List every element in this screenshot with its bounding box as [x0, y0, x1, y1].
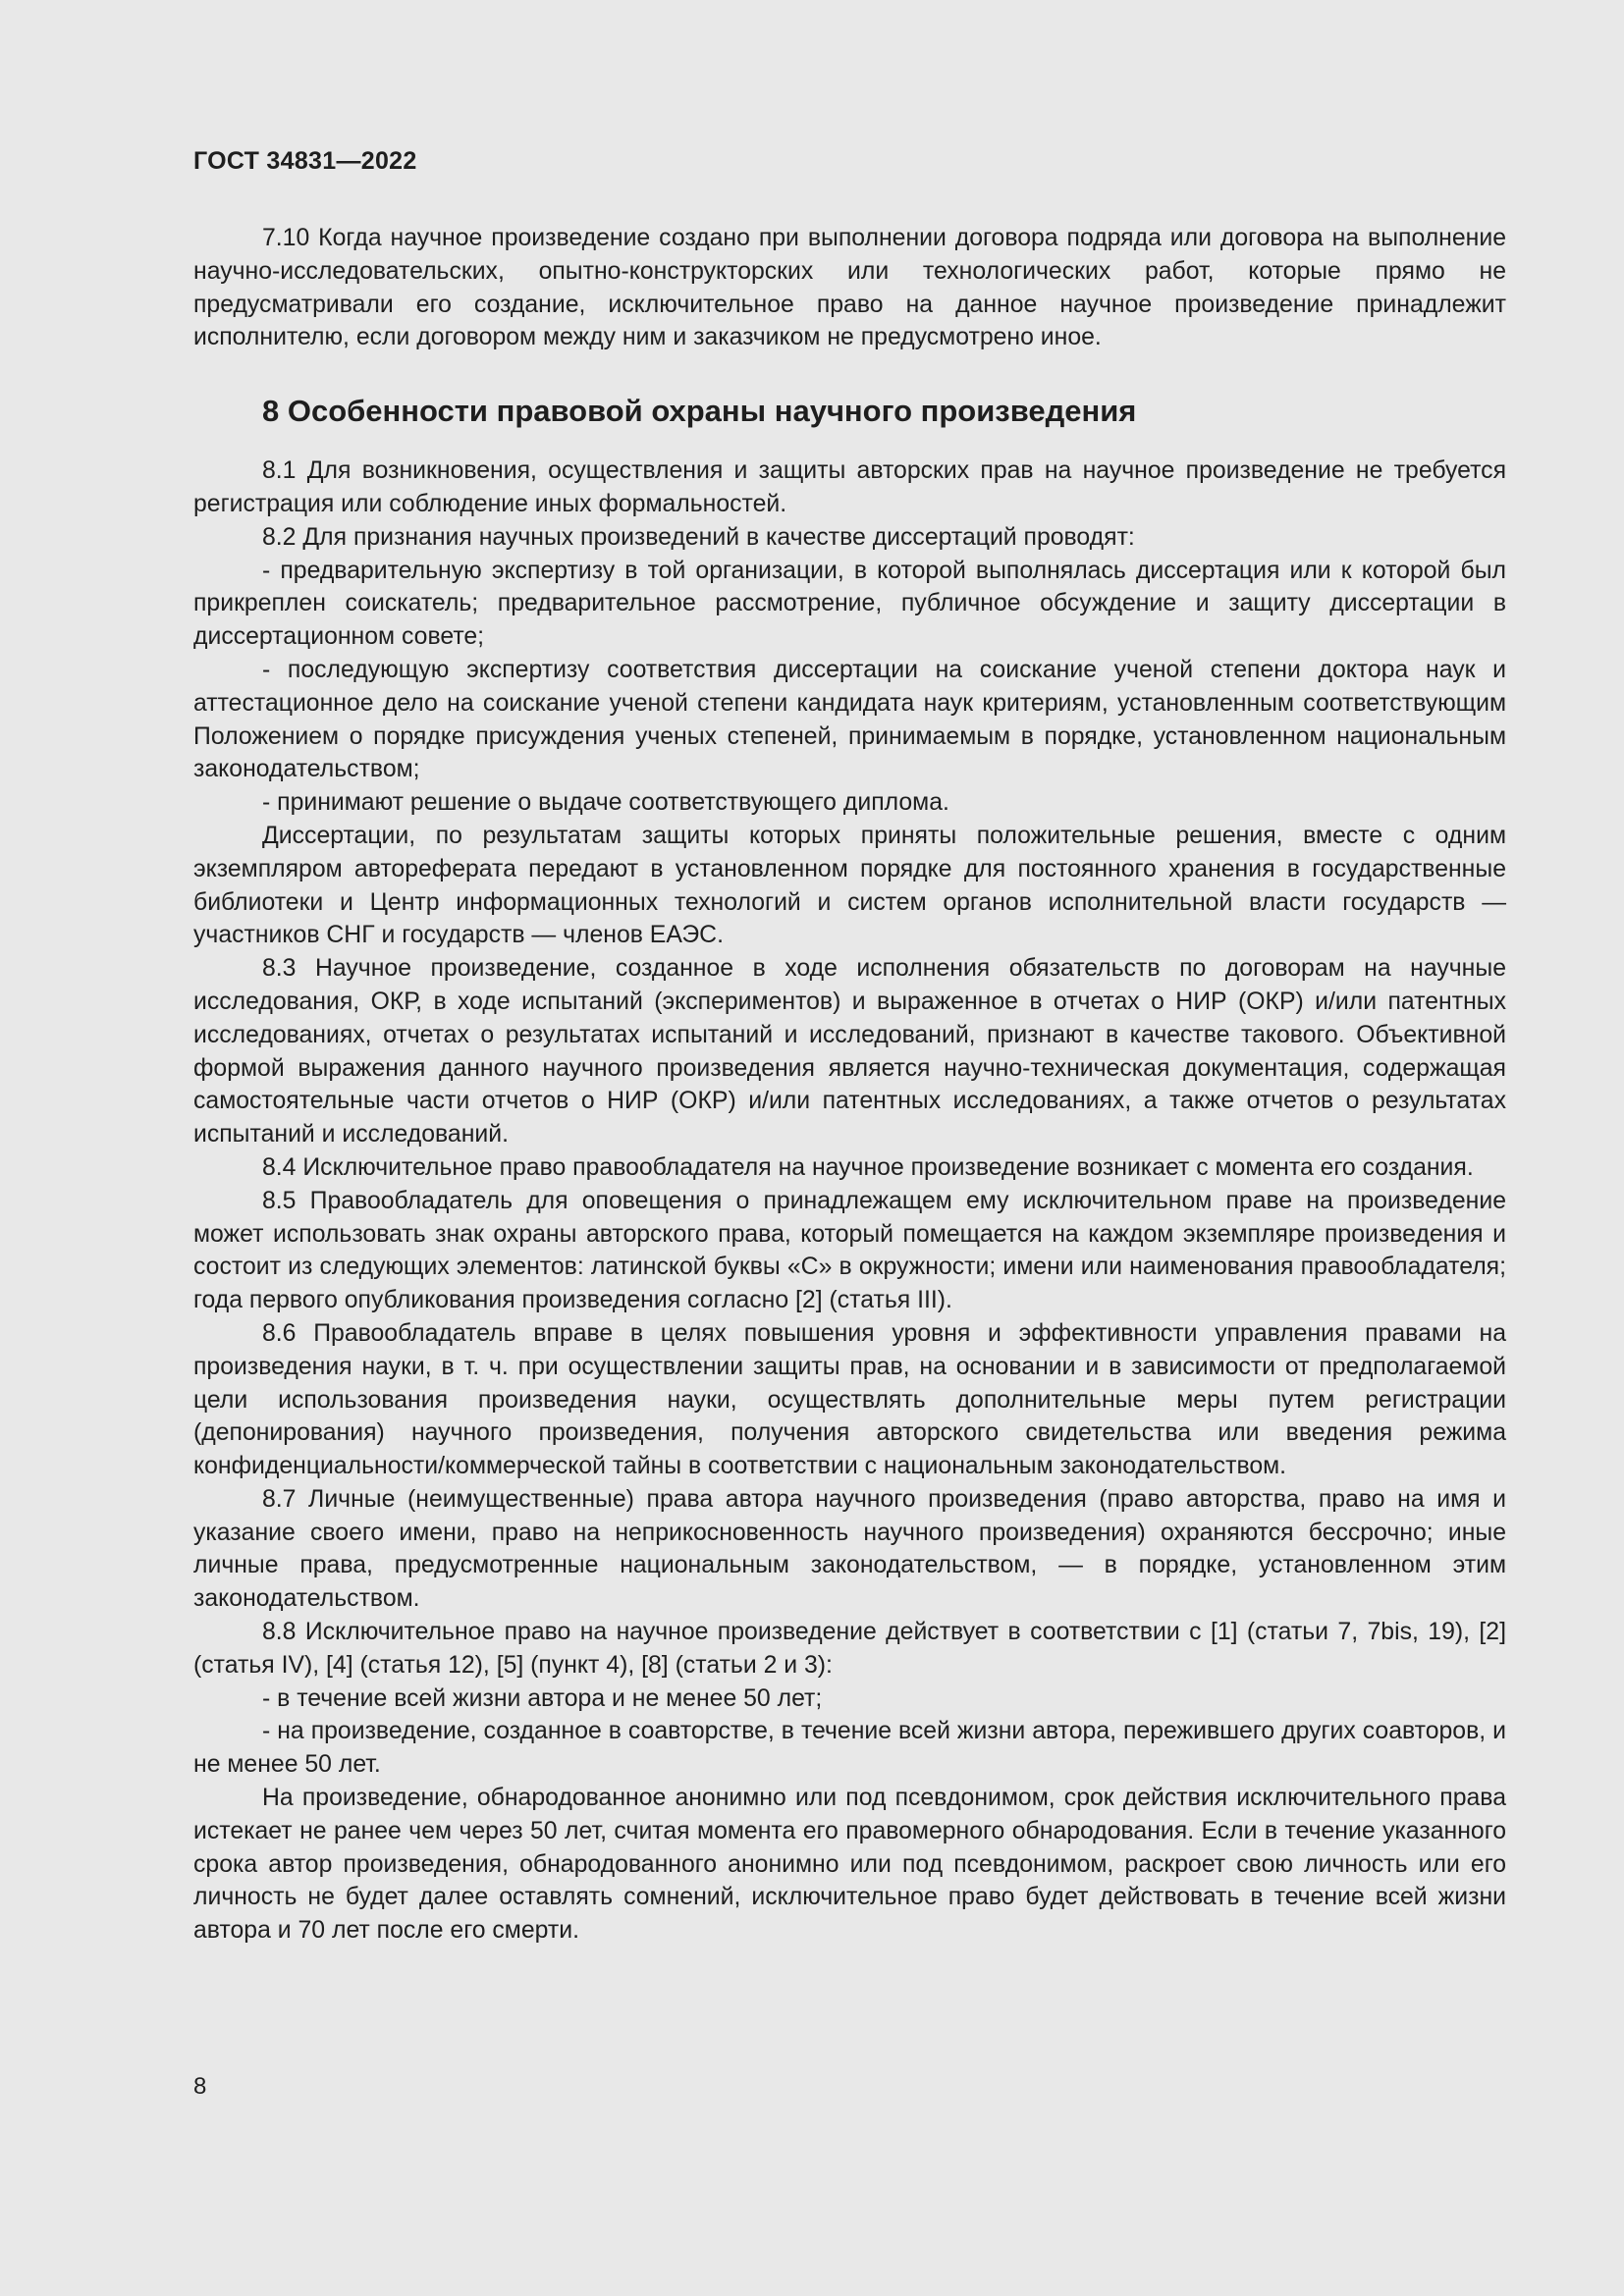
paragraph-8-1: 8.1 Для возникновения, осуществления и защиты авторских прав на научное произведение не требуется регистрация или соблюдение иных формальностей. — [193, 457, 1506, 517]
spacer — [193, 431, 1506, 454]
list-item-subsequent-expertise: - последующую экспертизу соответствия диссертации на соискание ученой степени доктора наук и аттестационное дело на соискание ученой степени кандидата наук критериям, установленным соответствующим Положением о порядке присуждения ученых степеней, принимаемым в порядке, установленном национальным законодательством; — [193, 656, 1506, 783]
list-item-coauthor-term: - на произведение, созданное в соавторстве, в течение всей жизни автора, пережившего других соавторов, и не менее 50 лет. — [193, 1718, 1506, 1779]
spacer — [193, 354, 1506, 392]
paragraph-8-7: 8.7 Личные (неимущественные) права автора научного произведения (право авторства, право на имя и указание своего имени, право на неприкосновенность научного произведения) охраняются бессрочно; иные личные права, предусмотренные национальным законодательством, — в порядке, установленном этим законодательством. — [193, 1485, 1506, 1613]
document-code-header: ГОСТ 34831—2022 — [193, 147, 417, 175]
paragraph-8-5: 8.5 Правообладатель для оповещения о принадлежащем ему исключительном праве на произведение может использовать знак охраны авторского права, который помещается на каждом экземпляре произведения и состоит из следующих элементов: латинской буквы «С» в окружности; имени или наименования правообладателя; года первого опубликования произведения согласно [2] (статья III). — [193, 1187, 1506, 1314]
paragraph-dissertation-storage: Диссертации, по результатам защиты которых приняты положительные решения, вместе с одним экземпляром автореферата передают в установленном порядке для постоянного хранения в государственные библиотеки и Центр информационных технологий и систем органов исполнительной власти государств — участников СНГ и государств — членов ЕАЭС. — [193, 822, 1506, 949]
page-number: 8 — [193, 2073, 207, 2100]
paragraph-8-4: 8.4 Исключительное право правообладателя на научное произведение возникает с момента его создания. — [262, 1153, 1474, 1181]
paragraph-8-3: 8.3 Научное произведение, созданное в ходе исполнения обязательств по договорам на научные исследования, ОКР, в ходе испытаний (экспериментов) и выраженное в отчетах о НИР (ОКР) и/или патентных исследованиях, отчетах о результатах испытаний и исследований, признают в качестве такового. Объективной формой выражения данного научного произведения является научно-техническая документация, содержащая самостоятельные части отчетов о НИР (ОКР) и/или патентных исследованиях, а также отчетов о результатах испытаний и исследований. — [193, 955, 1506, 1148]
page-content — [193, 222, 1506, 1948]
paragraph-anonymous-works: На произведение, обнародованное анонимно или под псевдонимом, срок действия исключительного права истекает не ранее чем через 50 лет, считая момента его правомерного обнародования. Если в течение указанного срока автор произведения, обнародованного анонимно или под псевдонимом, раскроет свою личность или его личность не будет далее оставлять сомнений, исключительное право будет действовать в течение всей жизни автора и 70 лет после его смерти. — [193, 1785, 1506, 1945]
list-item-lifetime-term: - в течение всей жизни автора и не менее 50 лет; — [262, 1684, 823, 1712]
list-item-diploma-decision: - принимают решение о выдаче соответствующего диплома. — [262, 789, 949, 817]
list-item-preliminary-expertise: - предварительную экспертизу в той организации, в которой выполнялась диссертация или к которой был прикреплен соискатель; предварительное рассмотрение, публичное обсуждение и защиту диссертации в диссертационном совете; — [193, 557, 1506, 651]
paragraph-8-6: 8.6 Правообладатель вправе в целях повышения уровня и эффективности управления правами на произведения науки, в т. ч. при осуществлении защиты прав, на основании и в зависимости от предполагаемой цели использования произведения науки, осуществлять дополнительные меры путем регистрации (депонирования) научного произведения, получения авторского свидетельства или введения режима конфиденциальности/коммерческой тайны в соответствии с национальным законодательством. — [193, 1319, 1506, 1480]
paragraph-8-8: 8.8 Исключительное право на научное произведение действует в соответствии с [1] (статьи 7, 7bis, 19), [2] (статья IV), [4] (статья 12), [5] (пункт 4), [8] (статьи 2 и 3): — [193, 1619, 1506, 1679]
section-8-heading: 8 Особенности правовой охраны научного произведения — [262, 394, 1137, 429]
paragraph-8-2: 8.2 Для признания научных произведений в качестве диссертаций проводят: — [262, 523, 1135, 551]
paragraph-7-10: 7.10 Когда научное произведение создано при выполнении договора подряда или договора на выполнение научно-исследовательских, опытно-конструкторских или технологических работ, которые прямо не предусматривали его создание, исключительное право на данное научное произведение принадлежит исполнителю, если договором между ним и заказчиком не предусмотрено иное. — [193, 225, 1506, 351]
